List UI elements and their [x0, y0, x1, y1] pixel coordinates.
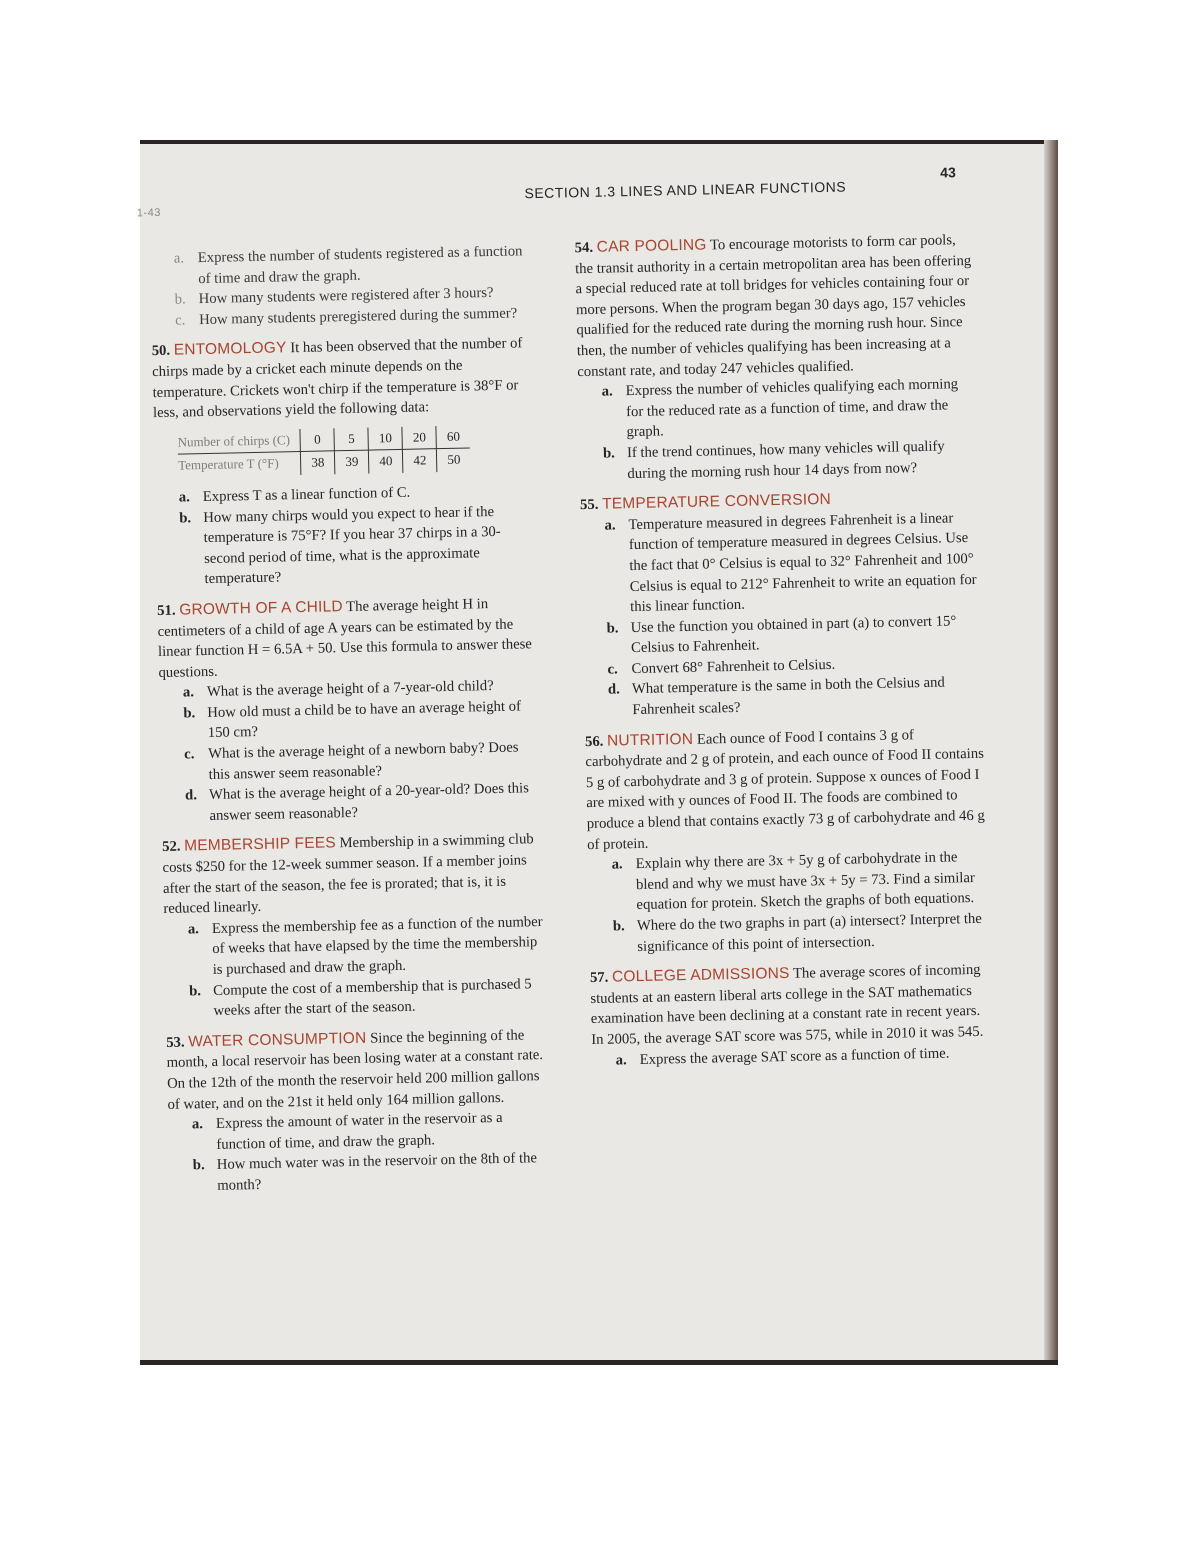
item-text: Express the membership fee as a function of the number of weeks that have elapsed by the time the membership is purchased and draw the graph.: [211, 913, 543, 978]
item-label: b.: [606, 620, 619, 637]
list-item: [611, 847, 988, 917]
list-item: [613, 909, 990, 958]
problem-intro: The average height H in centimeters of a child of age A years can be estimated by the linear function H = 6.5A + 50. Use this formula to answer these questions.: [157, 596, 533, 681]
table-cell: 38: [301, 451, 335, 475]
list-item: [179, 501, 537, 591]
problem-title: TEMPERATURE CONVERSION: [601, 491, 832, 513]
item-label: a.: [173, 250, 185, 267]
problem-number: 52.: [161, 839, 181, 856]
problem-intro: Since the beginning of the month, a local reservoir has been losing water at a constant rate. On the 12th of the month the reservoir held 200 million gallons of water, and on the 21st it held only 164 million gallons.: [166, 1027, 544, 1113]
right-column: [574, 230, 992, 1081]
table-cell: 0: [300, 428, 334, 452]
problem-number: 51.: [157, 602, 176, 619]
item-text: Where do the two graphs in part (a) intersect? Interpret the significance of this point of intersection.: [636, 910, 983, 955]
list-item: [189, 974, 546, 1023]
problem-title: COLLEGE ADMISSIONS: [611, 965, 790, 986]
item-label: a.: [601, 383, 613, 400]
problem-49-continuation: [150, 241, 532, 331]
item-label: b.: [183, 705, 196, 722]
item-label: c.: [607, 661, 618, 678]
list-item: [604, 507, 982, 618]
problem-52: [162, 829, 546, 1022]
problem-number: 50.: [151, 343, 171, 360]
left-page-ref: 1-43: [136, 206, 162, 220]
item-text: How many students preregistered during the summer?: [198, 305, 518, 328]
table-row: [178, 448, 471, 477]
item-text: Express the average SAT score as a function of time.: [639, 1045, 950, 1068]
problem-50: [152, 334, 537, 591]
table-cell: 10: [368, 427, 402, 451]
problem-intro: Membership in a swimming club costs $250 for the 12-week summer season. If a member joins after the start of the season, the fee is prorated; that is, it is reduced linearly.: [162, 831, 534, 918]
item-text: If the trend continues, how many vehicles will qualify during the morning rush hour 14 days from now?: [626, 438, 945, 482]
table-row-label: Number of chirps (C): [177, 429, 300, 455]
table-cell: 42: [403, 449, 437, 473]
textbook-page: [128, 131, 1057, 1375]
problem-title: NUTRITION: [606, 730, 694, 750]
item-label: a.: [187, 921, 200, 938]
item-label: a.: [615, 1051, 627, 1069]
item-text: Compute the cost of a membership that is purchased 5 weeks after the start of the season.: [212, 975, 532, 1020]
table-cell: 60: [436, 425, 470, 449]
list-item: [602, 374, 979, 444]
item-text: Express the number of vehicles qualifying each morning for the reduced rate as a function of time, and draw the graph.: [625, 376, 959, 441]
item-label: a.: [191, 1116, 204, 1133]
item-label: c.: [174, 312, 186, 329]
list-item: [603, 436, 980, 485]
item-text: What is the average height of a 20-year-old? Does this answer seem reasonable?: [208, 780, 530, 824]
item-text: How many chirps would you expect to hear if the temperature is 75°F? If you hear 37 chirps in a 30-second period of time, what is the approximate temperature?: [203, 503, 501, 588]
page-number: 43: [940, 164, 956, 181]
problem-intro: The average scores of incoming students at an eastern liberal arts college in the SAT mathematics examination have been declining at a constant rate in recent years. In 2005, the average SAT score was 575, while in 2010 it was 545.: [590, 962, 984, 1049]
item-label: b.: [174, 291, 186, 308]
section-title: SECTION 1.3 LINES AND LINEAR FUNCTIONS: [524, 178, 847, 202]
item-label: d.: [184, 787, 198, 804]
problem-intro: Each ounce of Food I contains 3 g of carbohydrate and 2 g of protein, and each ounce of Food II contains 5 g of carbohydrate and 3 g of protein. Suppose x ounces of Food I are mixed with y ounces of Food II. The foods are combined to produce a blend that contains exactly 73 g of carbohydrate and 46 g of protein.: [585, 726, 985, 853]
item-label: a.: [182, 684, 195, 701]
problem-intro: It has been observed that the number of chirps made by a cricket each minute depends on the temperature. Crickets won't chirp if the temperature is 38°F or less, and observations yield the following data:: [152, 335, 523, 422]
item-label: b.: [192, 1157, 205, 1174]
item-text: How many students were registered after 3 hours?: [198, 285, 494, 308]
problem-56: [585, 723, 990, 958]
table-cell: 50: [447, 451, 461, 468]
problem-54: [574, 230, 979, 485]
list-item: [188, 912, 545, 981]
problem-title: MEMBERSHIP FEES: [183, 834, 337, 855]
problem-number: 53.: [166, 1034, 185, 1051]
item-label: b.: [179, 509, 192, 527]
list-item: [608, 672, 985, 721]
item-text: How old must a child be to have an average height of 150 cm?: [207, 698, 522, 742]
problem-number: 57.: [589, 969, 609, 987]
list-item: [193, 1148, 550, 1197]
item-text: Convert 68° Fahrenheit to Celsius.: [631, 656, 836, 677]
item-label: a.: [604, 517, 616, 534]
item-label: b.: [189, 982, 202, 1000]
item-label: a.: [178, 489, 191, 506]
item-text: Temperature measured in degrees Fahrenheit is a linear function of temperature measured in degrees Celsius. Use the fact that 0° Celsius is equal to 32° Fahrenheit and 100° Celsius is equal to 212° Fahrenheit to write an equation for this linear function.: [628, 510, 977, 616]
problem-55: [580, 487, 985, 722]
table-cell: 20: [402, 426, 436, 450]
item-label: a.: [611, 856, 623, 873]
table-cell: 40: [369, 450, 403, 474]
item-label: d.: [607, 681, 620, 699]
problem-51: [157, 593, 542, 827]
problem-number: 54.: [574, 239, 594, 257]
page-photo: [136, 140, 1058, 1365]
item-label: b.: [602, 445, 616, 462]
problem-number: 55.: [579, 496, 599, 514]
problem-intro: To encourage motorists to form car pools, the transit authority in a certain metropolitan area has been offering a special reduced rate at toll bridges for vehicles containing four or more persons. When the program began 30 days ago, 157 vehicles qualified for the reduced rate during the morning rush hour. Since then, the number of vehicles qualifying has been increasing at a constant rate, and today 247 vehicles qualified.: [574, 232, 972, 380]
problem-57: [590, 960, 992, 1071]
problem-title: WATER CONSUMPTION: [188, 1029, 367, 1051]
problem-title: ENTOMOLOGY: [173, 339, 287, 360]
item-text: Express the number of students registered as a function of time and draw the graph.: [197, 243, 523, 287]
problem-53: [166, 1025, 549, 1198]
item-text: Explain why there are 3x + 5y g of carbohydrate in the blend and why we must have 3x + 5y = 73. Find a similar equation for protein. Sketch the graphs of both equations.: [635, 849, 975, 914]
item-label: c.: [184, 746, 195, 763]
problem-number: 56.: [584, 733, 604, 750]
problem-title: GROWTH OF A CHILD: [179, 598, 343, 619]
item-text: What is the average height of a newborn baby? Does this answer seem reasonable?: [208, 739, 519, 783]
left-column: [150, 241, 550, 1207]
item-text: Express T as a linear function of C.: [202, 484, 411, 505]
problem-title: CAR POOLING: [596, 236, 707, 256]
table-cell: 5: [334, 427, 368, 451]
item-label: b.: [612, 918, 625, 935]
item-text: How much water was in the reservoir on the 8th of the month?: [216, 1150, 538, 1194]
item-text: Use the function you obtained in part (a) to convert 15° Celsius to Fahrenheit.: [630, 612, 957, 657]
table-cell: 39: [335, 450, 369, 474]
item-text: What is the average height of a 7-year-old child?: [206, 678, 494, 701]
list-item: [185, 778, 542, 827]
bottom-shadow-line: [140, 1360, 1058, 1365]
item-text: What temperature is the same in both the Celsius and Fahrenheit scales?: [631, 675, 945, 719]
chirps-temperature-table: [177, 425, 470, 477]
table-row-label: Temperature T (°F): [178, 452, 301, 478]
item-text: Express the amount of water in the reservoir as a function of time, and draw the graph.: [215, 1110, 503, 1153]
